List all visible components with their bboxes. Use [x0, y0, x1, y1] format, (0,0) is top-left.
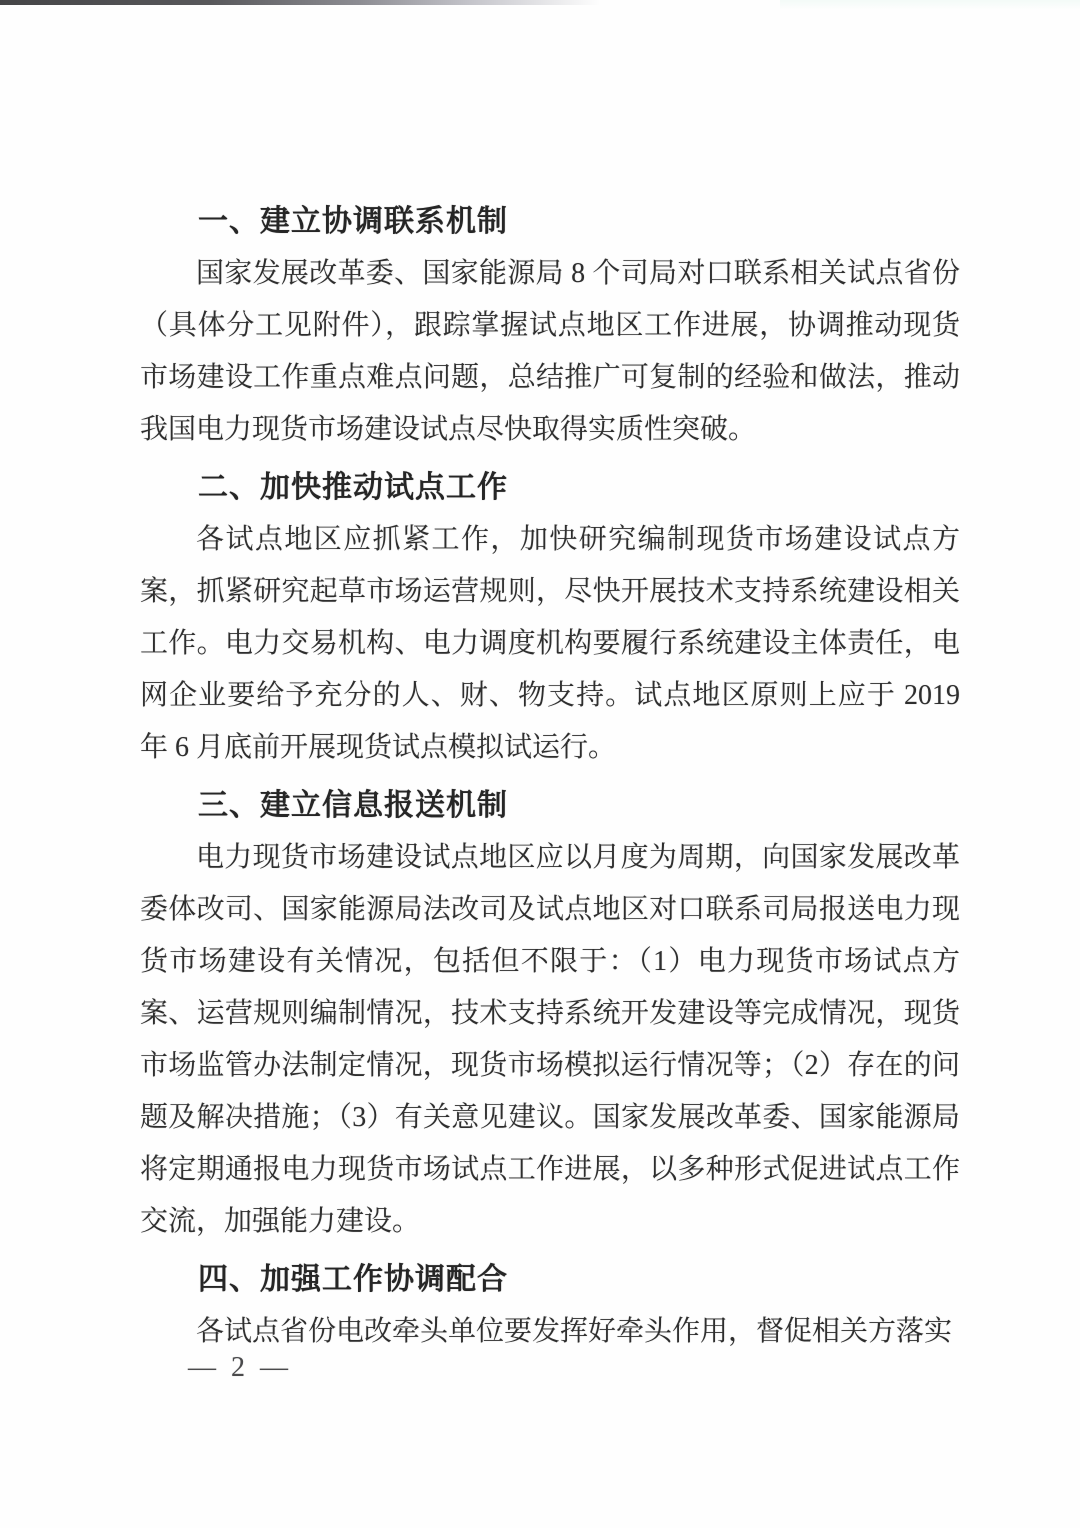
page-number: — 2 —	[188, 1352, 292, 1383]
section-4-heading: 四、加强工作协调配合	[198, 1263, 508, 1296]
section-3-heading: 三、建立信息报送机制	[198, 789, 508, 822]
section-1-paragraph: 国家发展改革委、国家能源局 8 个司局对口联系相关试点省份（具体分工见附件），跟踪掌握试点地区工作进展，协调推动现货市场建设工作重点难点问题，总结推广可复制的经验和做法，推动我国电力现货市场建设试点尽快取得实质性突破。	[140, 258, 960, 445]
document-content	[140, 190, 960, 1358]
section-1-heading: 一、建立协调联系机制	[198, 205, 508, 238]
section-2-heading: 二、加快推动试点工作	[198, 471, 508, 504]
section-3-paragraph: 电力现货市场建设试点地区应以月度为周期，向国家发展改革委体改司、国家能源局法改司及试点地区对口联系司局报送电力现货市场建设有关情况，包括但不限于：（1）电力现货市场试点方案、运营规则编制情况，技术支持系统开发建设等完成情况，现货市场监管办法制定情况，现货市场模拟运行情况等；（2）存在的问题及解决措施；（3）有关意见建议。国家发展改革委、国家能源局将定期通报电力现货市场试点工作进展，以多种形式促进试点工作交流，加强能力建设。	[140, 842, 960, 1237]
section-4-paragraph: 各试点省份电改牵头单位要发挥好牵头作用，督促相关方落实	[196, 1316, 953, 1347]
scan-tint	[780, 0, 1080, 10]
section-2-paragraph: 各试点地区应抓紧工作，加快研究编制现货市场建设试点方案，抓紧研究起草市场运营规则，尽快开展技术支持系统建设相关工作。电力交易机构、电力调度机构要履行系统建设主体责任，电网企业要给予充分的人、财、物支持。试点地区原则上应于 2019 年 6 月底前开展现货试点模拟试运行。	[140, 524, 960, 763]
scan-edge-line	[0, 0, 600, 5]
